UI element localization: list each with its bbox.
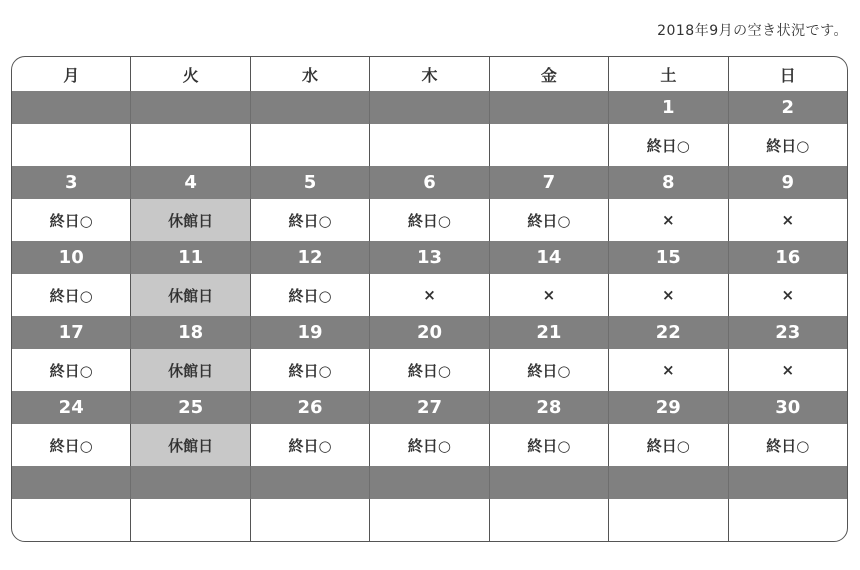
availability-cell: 終日○ — [766, 136, 810, 155]
availability-cell: 終日○ — [251, 274, 370, 316]
availability-cell — [490, 499, 609, 542]
availability-cell: × — [781, 286, 795, 304]
availability-cell: × — [490, 274, 609, 316]
date-cell: 30 — [775, 397, 801, 418]
availability-cell: 終日○ — [490, 349, 609, 391]
availability-cell — [131, 499, 250, 542]
date-cell: 3 — [12, 166, 131, 199]
availability-calendar — [11, 56, 848, 542]
availability-cell: 終日○ — [251, 424, 370, 466]
calendar-weeks — [12, 91, 847, 542]
date-cell: 27 — [370, 391, 489, 424]
availability-cell: 終日○ — [370, 424, 489, 466]
availability-cell: 終日○ — [490, 424, 609, 466]
availability-cell: 終日○ — [251, 199, 370, 241]
weekday-tue: 火 — [131, 57, 250, 91]
date-cell: 4 — [131, 166, 250, 199]
date-cell: 20 — [370, 316, 489, 349]
date-cell — [490, 91, 609, 124]
weekday-mon: 月 — [12, 57, 131, 91]
availability-cell — [609, 499, 728, 542]
availability-cell: 終日○ — [370, 349, 489, 391]
availability-cell: × — [609, 349, 728, 391]
date-cell: 22 — [609, 316, 728, 349]
date-cell — [370, 91, 489, 124]
availability-cell: × — [609, 274, 728, 316]
date-cell — [729, 466, 847, 499]
availability-cell — [251, 499, 370, 542]
weekday-wed: 水 — [251, 57, 370, 91]
date-cell: 29 — [609, 391, 728, 424]
date-cell: 21 — [490, 316, 609, 349]
status-row — [12, 424, 847, 466]
date-cell: 9 — [781, 172, 794, 193]
date-cell: 17 — [12, 316, 131, 349]
date-cell: 28 — [490, 391, 609, 424]
weekday-thu: 木 — [370, 57, 489, 91]
status-row — [12, 124, 847, 166]
availability-cell: 終日○ — [12, 274, 131, 316]
date-cell: 12 — [251, 241, 370, 274]
date-cell: 25 — [131, 391, 250, 424]
date-cell: 16 — [775, 247, 801, 268]
availability-cell: 終日○ — [251, 349, 370, 391]
closed-day-cell: 休館日 — [131, 274, 250, 316]
availability-cell — [131, 124, 250, 166]
availability-cell: × — [781, 361, 795, 379]
weekday-sat: 土 — [609, 57, 728, 91]
date-cell: 10 — [12, 241, 131, 274]
availability-cell: 終日○ — [370, 199, 489, 241]
date-row — [12, 316, 847, 349]
availability-cell: 終日○ — [609, 124, 728, 166]
date-row — [12, 166, 847, 199]
status-row — [12, 199, 847, 241]
date-cell — [490, 466, 609, 499]
date-cell: 26 — [251, 391, 370, 424]
date-cell: 6 — [370, 166, 489, 199]
date-row — [12, 241, 847, 274]
date-cell: 7 — [490, 166, 609, 199]
availability-cell — [251, 124, 370, 166]
date-cell: 1 — [609, 91, 728, 124]
availability-cell: 終日○ — [490, 199, 609, 241]
availability-caption: 2018年9月の空き状況です。 — [657, 23, 848, 39]
availability-cell: × — [370, 274, 489, 316]
availability-cell — [12, 124, 131, 166]
availability-cell — [12, 499, 131, 542]
date-cell — [370, 466, 489, 499]
date-cell: 13 — [370, 241, 489, 274]
date-cell — [131, 466, 250, 499]
date-cell — [609, 466, 728, 499]
availability-cell: 終日○ — [12, 424, 131, 466]
availability-cell: 終日○ — [12, 199, 131, 241]
closed-day-cell: 休館日 — [131, 424, 250, 466]
availability-cell: 終日○ — [12, 349, 131, 391]
weekday-header — [12, 57, 847, 91]
date-row — [12, 91, 847, 124]
date-cell: 24 — [12, 391, 131, 424]
weekday-sun: 日 — [779, 65, 796, 85]
status-row — [12, 274, 847, 316]
date-row — [12, 391, 847, 424]
date-cell: 14 — [490, 241, 609, 274]
availability-cell: × — [781, 211, 795, 229]
date-cell: 19 — [251, 316, 370, 349]
date-cell — [131, 91, 250, 124]
availability-cell: 終日○ — [609, 424, 728, 466]
date-cell: 5 — [251, 166, 370, 199]
closed-day-cell: 休館日 — [131, 349, 250, 391]
date-cell — [251, 466, 370, 499]
availability-cell — [729, 499, 847, 542]
date-cell — [251, 91, 370, 124]
status-row — [12, 349, 847, 391]
date-row — [12, 466, 847, 499]
date-cell: 23 — [775, 322, 801, 343]
weekday-fri: 金 — [490, 57, 609, 91]
availability-cell — [490, 124, 609, 166]
status-row — [12, 499, 847, 542]
availability-cell — [370, 499, 489, 542]
date-cell: 2 — [781, 97, 794, 118]
date-cell: 18 — [131, 316, 250, 349]
availability-cell: × — [609, 199, 728, 241]
availability-cell: 終日○ — [766, 436, 810, 455]
date-cell: 15 — [609, 241, 728, 274]
date-cell — [12, 91, 131, 124]
availability-cell — [370, 124, 489, 166]
date-cell — [12, 466, 131, 499]
closed-day-cell: 休館日 — [131, 199, 250, 241]
date-cell: 8 — [609, 166, 728, 199]
date-cell: 11 — [131, 241, 250, 274]
